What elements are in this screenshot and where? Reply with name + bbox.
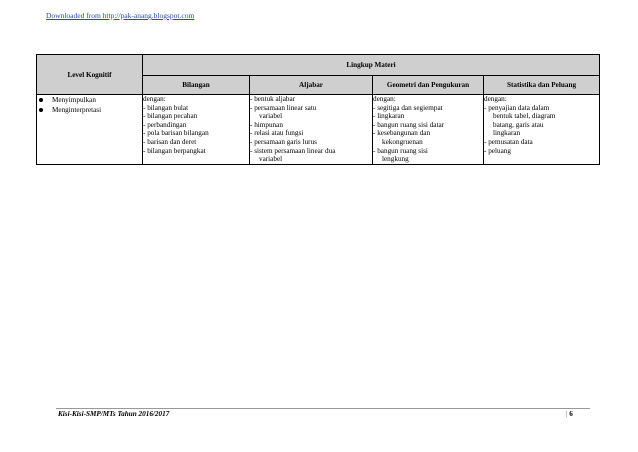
footer-divider (56, 408, 590, 409)
lingkup-materi-header: Lingkup Materi (143, 55, 600, 76)
cell-line: - perbandingan (143, 120, 187, 129)
cell-line: dengan: (484, 95, 507, 103)
list-item (37, 105, 142, 115)
level-kognitif-header: Level Kognitif (37, 55, 143, 95)
cell-line: bentuk tabel, diagram (493, 112, 556, 121)
cell-line: - peluang (484, 146, 511, 155)
level-kognitif-cell (37, 95, 143, 165)
footer-page (566, 410, 573, 418)
cell-line: - barisan dan deret (143, 137, 197, 146)
cell-line: lingkaran (493, 129, 521, 138)
cell-line: - sistem persamaan linear dua (250, 146, 336, 155)
cell-statistika (484, 95, 600, 165)
cell-line: - bangun ruang sisi datar (373, 120, 445, 129)
kisi-kisi-table (36, 54, 600, 165)
cell-line: kekongruenan (382, 137, 423, 146)
cell-geometri (373, 95, 484, 165)
cell-line: - lingkaran (373, 112, 405, 121)
cell-line: - persamaan linear satu (250, 103, 317, 112)
cell-line: dengan: (143, 95, 166, 103)
column-header-bilangan: Bilangan (143, 76, 250, 95)
list-item (37, 95, 142, 105)
cell-line: - kesebangunan dan (373, 129, 431, 138)
column-header-aljabar: Aljabar (250, 76, 373, 95)
cell-line: dengan: (373, 95, 396, 103)
source-link[interactable]: Downloaded from http://pak-anang.blogspot.com (46, 11, 195, 20)
cell-line: variabel (259, 155, 283, 164)
column-header-geometri: Geometri dan Pengukuran (373, 76, 484, 95)
cell-line: - relasi atau fungsi (250, 129, 304, 138)
cell-line: - persamaan garis lurus (250, 137, 317, 146)
cell-line: - bangun ruang sisi (373, 146, 428, 155)
bullet-icon (39, 98, 43, 102)
cell-line: - bilangan berpangkat (143, 146, 206, 155)
cell-line: - penyajian data dalam (484, 103, 550, 112)
cell-line: - himpunan (250, 120, 283, 129)
level-list (37, 95, 142, 115)
cell-aljabar (250, 95, 373, 165)
cell-line: - bilangan pecahan (143, 112, 198, 121)
table-row (37, 95, 600, 165)
cell-line: - bentuk aljabar (250, 95, 296, 103)
level-item-label: Menginterpretasi (52, 106, 102, 114)
footer-separator: | (566, 410, 568, 418)
cell-line: - pola barisan bilangan (143, 129, 209, 138)
bullet-icon (39, 108, 43, 112)
cell-line: lengkung (382, 155, 409, 164)
cell-bilangan (143, 95, 250, 165)
column-header-statistika: Statistika dan Peluang (484, 76, 600, 95)
cell-line: - segitiga dan segiempat (373, 103, 443, 112)
cell-line: batang, garis atau (493, 120, 544, 129)
footer-title: Kisi-Kisi-SMP/MTs Tahun 2016/2017 (58, 410, 170, 418)
cell-line: variabel (259, 112, 283, 121)
cell-line: - pemusatan data (484, 137, 533, 146)
page-number: 6 (569, 410, 573, 418)
level-item-label: Menyimpulkan (52, 96, 96, 104)
cell-line: - bilangan bulat (143, 103, 189, 112)
